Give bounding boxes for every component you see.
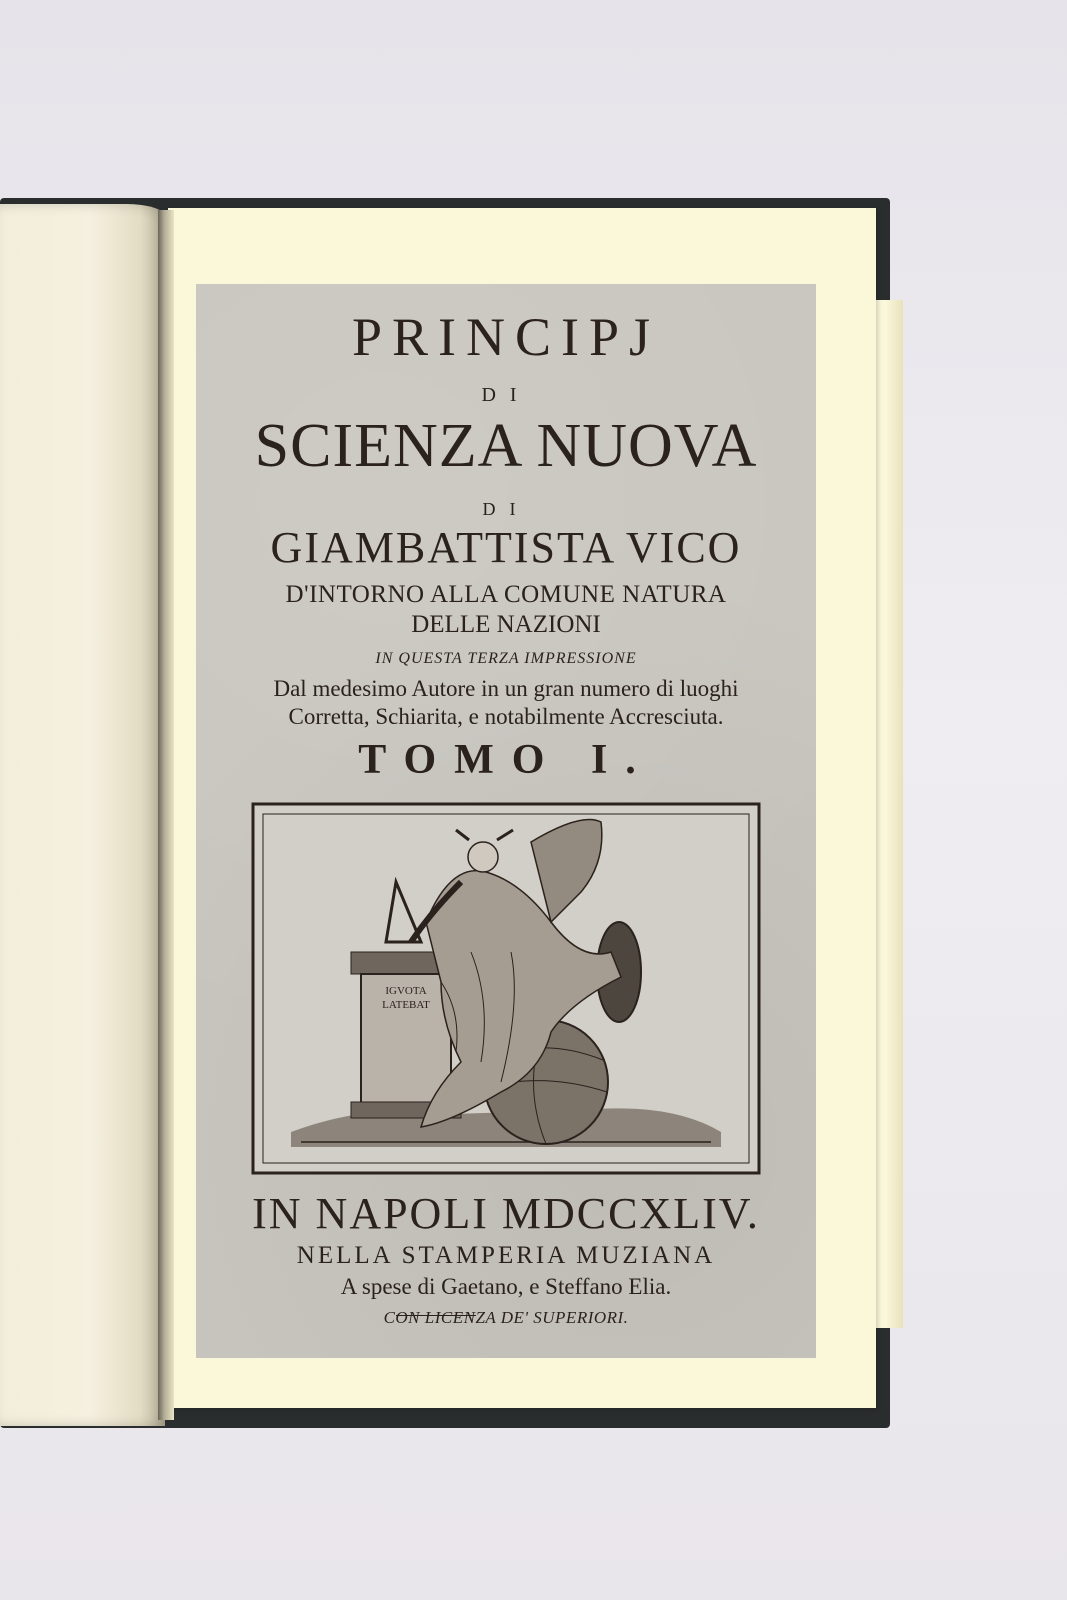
edition-description-2: Corretta, Schiarita, e notabilmente Accresciuta. xyxy=(288,704,724,729)
imprint-publishers: A spese di Gaetano, e Steffano Elia. xyxy=(340,1274,672,1299)
author-name: GIAMBATTISTA VICO xyxy=(270,523,742,572)
pedestal-inscription-1: IGVOTA xyxy=(385,985,427,997)
title-page-facsimile xyxy=(196,284,816,1358)
title-di: DI xyxy=(481,384,531,406)
book-gutter xyxy=(158,210,174,1420)
volume-label: TOMO I. xyxy=(358,737,654,783)
imprint-place-date: IN NAPOLI MDCCXLIV. xyxy=(252,1189,760,1238)
license-note: CON LICENZA DE' SUPERIORI. xyxy=(383,1308,629,1327)
title-principj: PRINCIPJ xyxy=(351,307,661,367)
imprint-printer: NELLA STAMPERIA MUZIANA xyxy=(296,1242,716,1269)
title-di-2: DI xyxy=(482,499,530,519)
edition-note: IN QUESTA TERZA IMPRESSIONE xyxy=(375,650,637,667)
pedestal-inscription-2: LATEBAT xyxy=(382,999,430,1011)
left-page xyxy=(0,204,165,1426)
title-scienza-nuova: SCIENZA NUOVA xyxy=(254,412,758,480)
engraving-illustration xyxy=(251,802,761,1175)
subtitle-line-2: DELLE NAZIONI xyxy=(411,611,601,638)
edition-description-1: Dal medesimo Autore in un gran numero di luoghi xyxy=(273,676,739,701)
subtitle-line-1: D'INTORNO ALLA COMUNE NATURA xyxy=(285,581,727,608)
